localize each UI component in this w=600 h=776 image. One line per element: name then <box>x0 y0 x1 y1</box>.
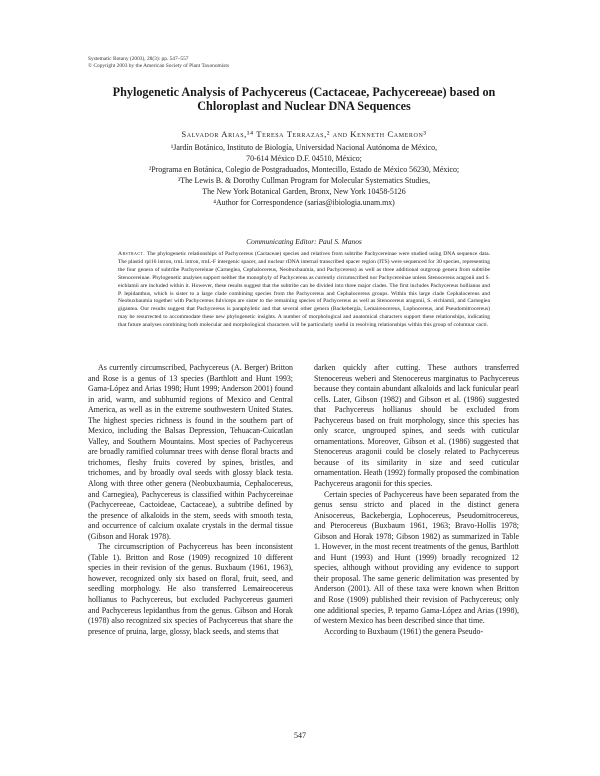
author-list: Salvador Arias,¹⁴ Teresa Terrazas,² and Kenneth Cameron³ <box>181 129 427 139</box>
journal-header <box>88 56 229 69</box>
affiliation-line: ²Programa en Botánica, Colegio de Postgraduados, Montecillo, Estado de México 56230, México; <box>148 164 460 174</box>
paragraph: Certain species of Pachycereus have been separated from the genus sensu stricto and placed in the distinct genera Anisocereus, Backebergia, Lophocereus, Pseudomitrocereus, and Pterocereus (Buxbaum 1961, 1963; Bravo-Hollis 1978; Gibson and Horak 1978; Gibson 1982) as summarized in Table 1. However, in the most recent treatments of the genus, Barthlott and Hunt (1993) and Hunt (1999) broadly recognized 12 species, although without providing any evidence to support their proposal. The same generic delimitation was presented by Anderson (2001). All of these taxa were known when Britton and Rose (1909) published their revision of Pachycereus; only one additional species, P. tepamo Gama-López and Arias (1998), of western Mexico has been described since that time. <box>314 489 519 626</box>
copyright-line: © Copyright 2003 by the American Society of Plant Taxonomists <box>88 62 229 69</box>
communicating-editor: Communicating Editor: Paul S. Manos <box>246 237 362 246</box>
affiliation-line: ⁴Author for Correspondence (sarias@ibiologia.unam.mx) <box>213 197 395 207</box>
affiliations <box>100 143 508 208</box>
affiliation-line: ³The Lewis B. & Dorothy Cullman Program for Molecular Systematics Studies, <box>177 175 431 185</box>
paragraph: darken quickly after cutting. These authors transferred Stenocereus weberi and Stenocereus marginatus to Pachycereus because they contain abundant alkaloids and lack funicular pearl cells. Later, Gibson (1982) and Gibson et al. (1986) suggested that Pachycereus hollianus should be excluded from Pachycereus based on fruit morphology, since this species has only scarce, ungrouped spines, and seeds with cuticular ornamentations. Moreover, Gibson et al. (1986) suggested that Stenocereus aragonii could be closely related to Pachycereus because of its similarity in size and seed cuticular ornamentation. Heath (1992) formally proposed the combination Pachycereus aragonii for this species. <box>314 363 519 489</box>
affiliation-line: 70-614 México D.F. 04510, México; <box>246 153 362 163</box>
abstract-text: The phylogenetic relationships of Pachycereus (Cactaceae) species and relatives from subtribe Pachycereinae were studied using DNA sequence data. The plastid rpl16 intron, trnL intron, trnL-F intergenic spacer, and nuclear rDNA internal transcribed spacer region (ITS) were sequenced for 30 species, representing the four genera of subtribe Pachycereinae (Carnegiea, Cephalocereus, Neobuxbaumia, and Pachycereus) as well as three additional outgroup genera from subtribe Stenocereinae. Phylogenetic analyses support neither the monophyly of Pachycereus as currently circumscribed nor Pachycereinae unless Stenocereus aragonii and S. eichlamii are included within it. However, these results suggest that the subtribe can be divided into three major clades. The first includes Pachycereus hollianus and P. lepidanthus, which is sister to a large clade combining species from the Pachycereus and Cephalocereus groups. Within this large clade Cephalocereus and Neobuxbaumia together with Pachycereus fulviceps are sister to the remaining species of Pachycereus as well as Stenocereus aragonii, S. eichlamii, and Carnegiea gigantea. Our results suggest that Pachycereus is paraphyletic and that several other genera (Backebergia, Lemaireocereus, Lophocereus, and Pseudomitrocereus) may be resurrected to accommodate these new phylogenetic insights. A number of morphological and anatomical characters support these relationships, indicating that future analyses combining both molecular and morphological characters will be particularly useful in resolving relationships within this group of columnar cacti. <box>118 251 490 329</box>
affiliation-line: The New York Botanical Garden, Bronx, New York 10458-5126 <box>202 186 406 196</box>
page-number: 547 <box>294 731 306 740</box>
paragraph: According to Buxbaum (1961) the genera Pseudo- <box>324 626 484 636</box>
journal-citation: Systematic Botany (2003), 28(3): pp. 547–557 <box>88 56 189 62</box>
affiliation-line: ¹Jardín Botánico, Instituto de Biología, Universidad Nacional Autónoma de México, <box>170 143 438 152</box>
abstract-label: Abstract. <box>118 251 146 257</box>
body-column-left <box>88 363 293 637</box>
abstract <box>118 251 490 330</box>
body-column-right <box>314 363 519 637</box>
paragraph: The circumscription of Pachycereus has been inconsistent (Table 1). Britton and Rose (1909) recognized 10 different species in their revision of the genus. Buxbaum (1961, 1963), however, recognized only six based on floral, fruit, seed, and seedling morphology. He also transferred Lemaireocereus hollianus to Pachycereus, but excluded Pachycereus gaumeri and Pachycereus lepidanthus from the genus. Gibson and Horak (1978) also recognized six species of Pachycereus that share the presence of pruina, large, glossy, black seeds, and stems that <box>88 542 293 636</box>
paragraph: As currently circumscribed, Pachycereus (A. Berger) Britton and Rose is a genus of 13 species (Barthlott and Hunt 1993; Gama-López and Arias 1998; Hunt 1999; Anderson 2001) found in arid, warm, and subhumid regions of Mexico and Central America, as well as in the extreme southwestern United States. The highest species richness is found in the southern part of Mexico, including the Balsas Depression, Tehuacan-Cuicatlan Valley, and Southern Mountains. Most species of Pachycereus are broadly ramified columnar trees with dense floral bracts and trichomes, fleshy fruits covered by spines, bristles, and trichomes, and by broadly oval seeds with glossy black testa. Along with three other genera (Neobuxbaumia, Cephalocereus, and Carnegiea), Pachycereus is classified within Pachycereinae (Pachycereeae, Cactoideae, Cactaceae), a subtribe defined by the presence of alkaloids in the stem, seeds with smooth testa, and occurrence of calcium oxalate crystals in the dermal tissue (Gibson and Horak 1978). <box>88 363 293 541</box>
paper-title: Phylogenetic Analysis of Pachycereus (Cactaceae, Pachycereeae) based on Chloroplast and Nuclear DNA Sequences <box>112 85 496 113</box>
